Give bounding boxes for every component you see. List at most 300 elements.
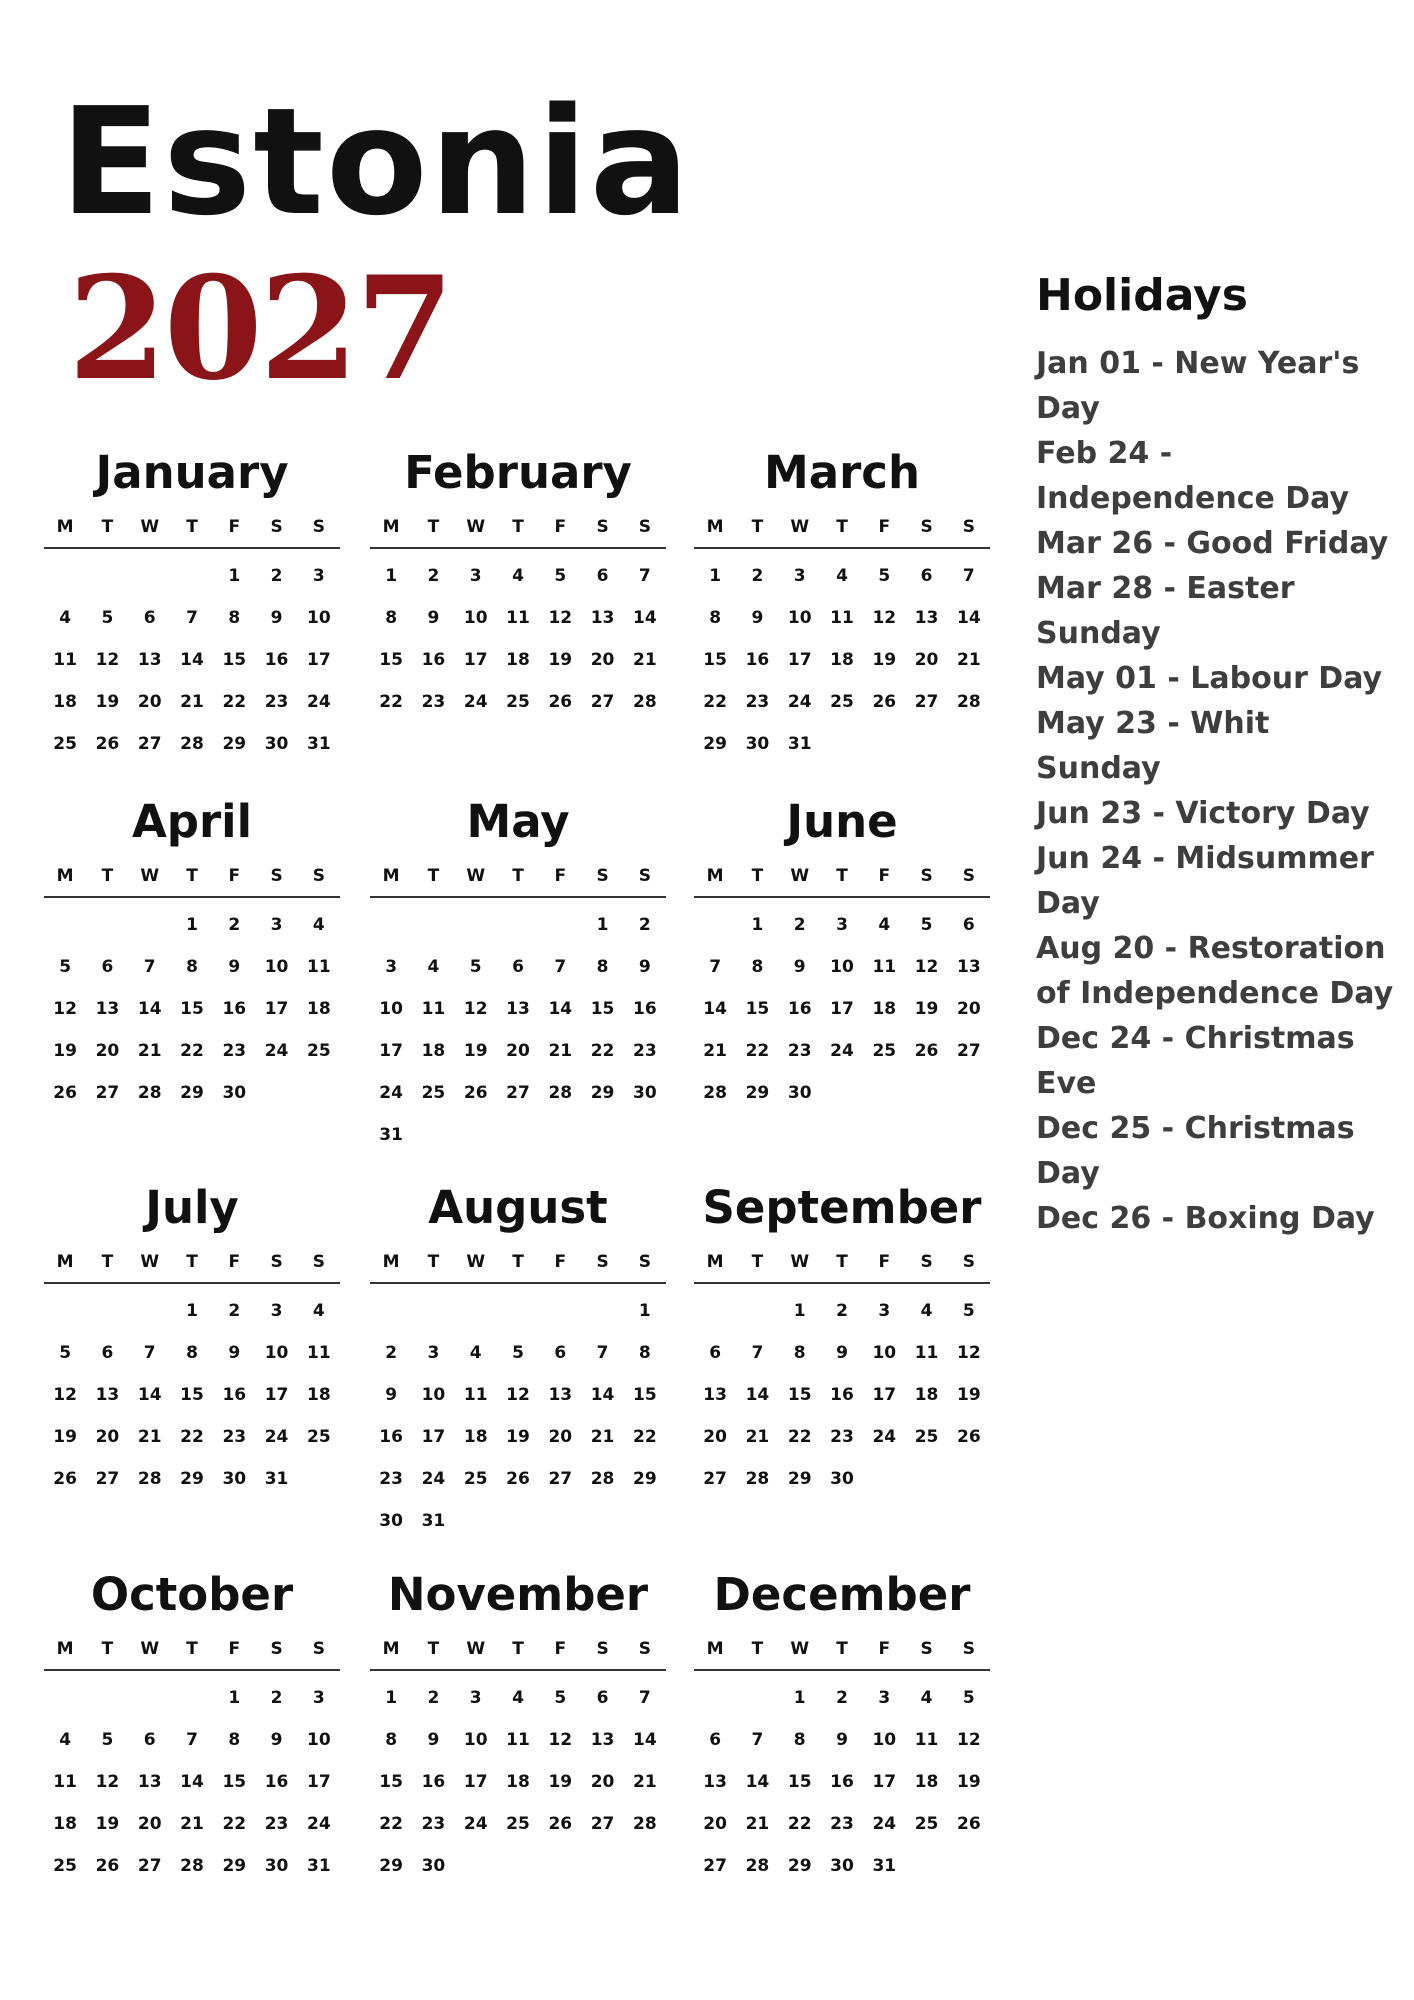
day-cell: 20 — [957, 999, 981, 1019]
day-cell: 27 — [703, 1856, 727, 1876]
weekday-label: S — [962, 1639, 975, 1659]
weekday-label: F — [878, 1252, 891, 1272]
day-cell: 15 — [787, 1385, 812, 1405]
day-cell: 29 — [633, 1469, 657, 1489]
day-cell: 15 — [222, 650, 247, 670]
day-cell: 5 — [469, 957, 482, 977]
day-cell: 18 — [506, 650, 530, 670]
weekday-label: S — [312, 517, 325, 537]
day-cell: 23 — [745, 692, 770, 712]
day-cell: 19 — [53, 1427, 77, 1447]
day-cell: 28 — [137, 1083, 162, 1103]
day-cell: 26 — [463, 1083, 488, 1103]
empty-day-cell — [412, 1290, 454, 1332]
day-cell: 27 — [957, 1041, 981, 1061]
day-cell: 23 — [222, 1427, 247, 1447]
weekday-label: F — [878, 1639, 891, 1659]
day-cell: 8 — [228, 1730, 241, 1750]
day-cell: 8 — [793, 1343, 806, 1363]
weekday-label: F — [878, 866, 891, 886]
day-cell: 17 — [872, 1772, 897, 1792]
weekday-label: T — [186, 866, 198, 886]
day-cell: 9 — [385, 1385, 398, 1405]
day-cell: 27 — [703, 1469, 727, 1489]
day-cell: 19 — [548, 650, 573, 670]
empty-day-cell — [171, 555, 213, 597]
day-cell: 4 — [59, 608, 72, 628]
day-cell: 5 — [512, 1343, 524, 1363]
day-cell: 5 — [962, 1688, 975, 1708]
weekday-header — [694, 517, 990, 549]
day-cell: 22 — [222, 692, 247, 712]
day-cell: 20 — [506, 1041, 530, 1061]
day-cell: 8 — [596, 957, 609, 977]
day-cell: 5 — [878, 566, 891, 586]
empty-day-cell — [694, 904, 736, 946]
day-cell: 14 — [590, 1385, 615, 1405]
day-cell: 14 — [745, 1772, 770, 1792]
month-name: August — [428, 1181, 608, 1234]
month-december — [694, 1565, 990, 1887]
weekday-label: T — [512, 1639, 524, 1659]
day-cell: 3 — [469, 566, 482, 586]
month-june — [694, 792, 990, 1114]
day-cell: 22 — [787, 1814, 812, 1834]
day-cell: 23 — [421, 1814, 446, 1834]
day-cell: 31 — [379, 1125, 403, 1145]
day-cell: 6 — [596, 566, 609, 586]
day-cell: 7 — [554, 957, 567, 977]
day-cell: 15 — [180, 1385, 204, 1405]
empty-day-cell — [412, 904, 454, 946]
empty-day-cell — [497, 904, 539, 946]
day-cell: 2 — [270, 566, 283, 586]
day-cell: 24 — [421, 1469, 446, 1489]
weekday-header — [694, 1252, 990, 1284]
day-cell: 6 — [143, 608, 156, 628]
day-cell: 7 — [143, 957, 156, 977]
weekday-label: T — [427, 517, 440, 537]
day-cell: 23 — [787, 1041, 812, 1061]
day-cell: 22 — [379, 1814, 403, 1834]
days-grid — [44, 904, 340, 1114]
day-cell: 9 — [228, 1343, 241, 1363]
days-grid — [370, 555, 666, 723]
day-cell: 16 — [830, 1772, 854, 1792]
day-cell: 3 — [878, 1688, 891, 1708]
day-cell: 10 — [264, 957, 289, 977]
day-cell: 12 — [53, 1385, 77, 1405]
day-cell: 4 — [469, 1343, 482, 1363]
empty-day-cell — [129, 555, 171, 597]
day-cell: 28 — [633, 1814, 657, 1834]
day-cell: 13 — [914, 608, 939, 628]
day-cell: 21 — [745, 1814, 770, 1834]
day-cell: 13 — [703, 1385, 727, 1405]
day-cell: 12 — [506, 1385, 530, 1405]
day-cell: 28 — [703, 1083, 727, 1103]
holiday-item: Jun 23 - Victory Day — [1036, 796, 1370, 831]
day-cell: 6 — [554, 1343, 567, 1363]
empty-day-cell — [44, 555, 86, 597]
weekday-label: F — [554, 1252, 567, 1272]
day-cell: 7 — [638, 1688, 651, 1708]
day-cell: 7 — [638, 566, 651, 586]
weekday-label: S — [962, 1252, 975, 1272]
day-cell: 24 — [830, 1041, 854, 1061]
day-cell: 9 — [427, 608, 440, 628]
day-cell: 24 — [264, 1427, 289, 1447]
day-cell: 28 — [633, 692, 657, 712]
weekday-label: F — [554, 517, 567, 537]
day-cell: 3 — [270, 915, 283, 935]
day-cell: 30 — [787, 1083, 812, 1103]
empty-day-cell — [86, 555, 128, 597]
weekday-label: W — [140, 1252, 160, 1272]
day-cell: 3 — [793, 566, 806, 586]
day-cell: 14 — [745, 1385, 770, 1405]
month-february — [370, 443, 666, 723]
weekday-label: T — [101, 1252, 114, 1272]
day-cell: 5 — [920, 915, 933, 935]
weekday-label: F — [554, 866, 567, 886]
day-cell: 19 — [506, 1427, 530, 1447]
month-name: January — [95, 446, 289, 499]
day-cell: 18 — [53, 1814, 77, 1834]
day-cell: 20 — [914, 650, 939, 670]
day-cell: 9 — [427, 1730, 440, 1750]
day-cell: 23 — [264, 692, 289, 712]
days-grid — [694, 1677, 990, 1887]
day-cell: 15 — [590, 999, 615, 1019]
day-cell: 2 — [793, 915, 806, 935]
weekday-label: T — [427, 1639, 440, 1659]
weekday-label: T — [101, 866, 114, 886]
day-cell: 24 — [787, 692, 812, 712]
days-grid — [694, 1290, 990, 1500]
day-cell: 20 — [137, 1814, 162, 1834]
day-cell: 4 — [920, 1301, 933, 1321]
empty-day-cell — [694, 1677, 736, 1719]
weekday-label: M — [382, 517, 400, 537]
day-cell: 8 — [186, 1343, 198, 1363]
day-cell: 19 — [914, 999, 939, 1019]
day-cell: 7 — [751, 1343, 764, 1363]
day-cell: 13 — [957, 957, 981, 977]
day-cell: 11 — [463, 1385, 488, 1405]
day-cell: 22 — [633, 1427, 657, 1447]
day-cell: 28 — [180, 734, 204, 754]
weekday-label: W — [140, 1639, 160, 1659]
weekday-label: S — [270, 1639, 283, 1659]
day-cell: 29 — [379, 1856, 403, 1876]
day-cell: 25 — [872, 1041, 897, 1061]
day-cell: 21 — [548, 1041, 573, 1061]
day-cell: 29 — [590, 1083, 615, 1103]
weekday-label: S — [920, 1639, 933, 1659]
day-cell: 1 — [793, 1301, 806, 1321]
weekday-label: W — [790, 517, 810, 537]
holiday-item: May 01 - Labour Day — [1036, 661, 1383, 696]
weekday-label: S — [638, 517, 651, 537]
day-cell: 12 — [53, 999, 77, 1019]
day-cell: 5 — [554, 1688, 567, 1708]
day-cell: 2 — [270, 1688, 283, 1708]
day-cell: 27 — [137, 1856, 162, 1876]
day-cell: 23 — [830, 1814, 854, 1834]
weekday-label: T — [101, 517, 114, 537]
day-cell: 21 — [137, 1041, 162, 1061]
empty-day-cell — [171, 1677, 213, 1719]
day-cell: 27 — [506, 1083, 530, 1103]
day-cell: 27 — [590, 1814, 615, 1834]
day-cell: 30 — [222, 1083, 247, 1103]
day-cell: 14 — [137, 1385, 162, 1405]
day-cell: 14 — [180, 650, 204, 670]
day-cell: 18 — [53, 692, 77, 712]
day-cell: 2 — [228, 915, 241, 935]
day-cell: 13 — [137, 650, 162, 670]
day-cell: 15 — [745, 999, 770, 1019]
day-cell: 11 — [53, 1772, 77, 1792]
day-cell: 14 — [633, 1730, 657, 1750]
weekday-label: F — [878, 517, 891, 537]
day-cell: 19 — [548, 1772, 573, 1792]
day-cell: 20 — [548, 1427, 573, 1447]
holidays-panel — [1036, 270, 1396, 1241]
weekday-label: W — [140, 866, 160, 886]
day-cell: 19 — [95, 692, 120, 712]
holiday-item: May 23 - Whit Sunday — [1036, 706, 1270, 786]
day-cell: 29 — [787, 1469, 812, 1489]
day-cell: 27 — [590, 692, 615, 712]
day-cell: 21 — [745, 1427, 770, 1447]
day-cell: 25 — [307, 1041, 331, 1061]
day-cell: 15 — [787, 1772, 812, 1792]
day-cell: 26 — [506, 1469, 530, 1489]
weekday-label: W — [466, 1252, 486, 1272]
day-cell: 6 — [920, 566, 933, 586]
weekday-label: W — [790, 1639, 810, 1659]
weekday-header — [44, 866, 340, 898]
day-cell: 7 — [709, 957, 722, 977]
day-cell: 13 — [703, 1772, 727, 1792]
month-name: February — [404, 446, 632, 499]
day-cell: 16 — [787, 999, 812, 1019]
day-cell: 9 — [836, 1730, 848, 1750]
day-cell: 5 — [101, 1730, 114, 1750]
day-cell: 4 — [427, 957, 440, 977]
day-cell: 18 — [506, 1772, 530, 1792]
holiday-item: Feb 24 - Independence Day — [1036, 436, 1350, 516]
weekday-label: T — [186, 517, 198, 537]
weekday-label: F — [228, 1252, 241, 1272]
weekday-label: M — [56, 866, 74, 886]
day-cell: 9 — [270, 1730, 283, 1750]
month-name: October — [90, 1568, 294, 1621]
empty-day-cell — [129, 904, 171, 946]
weekday-label: M — [706, 866, 724, 886]
weekday-label: S — [920, 1252, 933, 1272]
day-cell: 13 — [95, 1385, 120, 1405]
days-grid — [370, 904, 666, 1156]
day-cell: 4 — [920, 1688, 933, 1708]
weekday-label: S — [638, 1252, 651, 1272]
day-cell: 11 — [506, 1730, 530, 1750]
day-cell: 17 — [872, 1385, 897, 1405]
weekday-label: S — [596, 866, 609, 886]
weekday-label: T — [836, 1252, 848, 1272]
month-name: November — [387, 1568, 649, 1621]
day-cell: 16 — [222, 1385, 247, 1405]
day-cell: 10 — [307, 1730, 331, 1750]
weekday-label: W — [466, 866, 486, 886]
day-cell: 16 — [264, 650, 289, 670]
day-cell: 8 — [228, 608, 241, 628]
weekday-label: S — [920, 866, 933, 886]
day-cell: 15 — [379, 650, 403, 670]
day-cell: 30 — [421, 1856, 446, 1876]
day-cell: 18 — [307, 999, 331, 1019]
day-cell: 10 — [787, 608, 812, 628]
day-cell: 1 — [793, 1688, 806, 1708]
day-cell: 2 — [228, 1301, 241, 1321]
holiday-item: Mar 28 - Easter Sunday — [1036, 571, 1295, 651]
day-cell: 24 — [264, 1041, 289, 1061]
day-cell: 14 — [180, 1772, 204, 1792]
weekday-label: S — [312, 1252, 325, 1272]
empty-day-cell — [539, 904, 581, 946]
day-cell: 22 — [180, 1427, 204, 1447]
day-cell: 29 — [180, 1083, 204, 1103]
month-july — [44, 1178, 340, 1500]
weekday-label: W — [140, 517, 160, 537]
day-cell: 25 — [53, 1856, 77, 1876]
month-january — [44, 443, 340, 765]
day-cell: 11 — [421, 999, 446, 1019]
weekday-header — [694, 1639, 990, 1671]
day-cell: 1 — [638, 1301, 651, 1321]
day-cell: 11 — [506, 608, 530, 628]
day-cell: 5 — [59, 957, 72, 977]
day-cell: 21 — [180, 1814, 204, 1834]
month-april — [44, 792, 340, 1114]
day-cell: 6 — [101, 1343, 114, 1363]
day-cell: 4 — [312, 1301, 325, 1321]
weekday-label: T — [512, 866, 524, 886]
days-grid — [370, 1677, 666, 1887]
day-cell: 26 — [95, 734, 120, 754]
day-cell: 29 — [222, 1856, 247, 1876]
day-cell: 24 — [379, 1083, 403, 1103]
weekday-label: S — [638, 1639, 651, 1659]
day-cell: 17 — [264, 1385, 289, 1405]
day-cell: 25 — [914, 1814, 939, 1834]
weekday-label: F — [228, 866, 241, 886]
day-cell: 1 — [186, 915, 198, 935]
day-cell: 12 — [548, 1730, 573, 1750]
day-cell: 1 — [596, 915, 609, 935]
day-cell: 22 — [180, 1041, 204, 1061]
weekday-label: T — [427, 1252, 440, 1272]
empty-day-cell — [736, 1290, 778, 1332]
day-cell: 25 — [307, 1427, 331, 1447]
day-cell: 7 — [186, 1730, 198, 1750]
day-cell: 16 — [421, 650, 446, 670]
day-cell: 9 — [793, 957, 806, 977]
day-cell: 29 — [222, 734, 247, 754]
weekday-header — [694, 866, 990, 898]
empty-day-cell — [694, 1290, 736, 1332]
day-cell: 2 — [385, 1343, 398, 1363]
weekday-label: T — [836, 1639, 848, 1659]
day-cell: 20 — [703, 1427, 727, 1447]
month-name: March — [763, 446, 921, 499]
month-name: May — [466, 795, 570, 848]
day-cell: 28 — [745, 1856, 770, 1876]
day-cell: 10 — [463, 608, 488, 628]
weekday-label: T — [751, 1252, 764, 1272]
day-cell: 12 — [95, 1772, 120, 1792]
month-may — [370, 792, 666, 1156]
day-cell: 31 — [307, 734, 331, 754]
day-cell: 3 — [312, 1688, 325, 1708]
holiday-item: Jan 01 - New Year's Day — [1036, 346, 1360, 426]
day-cell: 2 — [836, 1688, 848, 1708]
day-cell: 11 — [53, 650, 77, 670]
day-cell: 18 — [872, 999, 897, 1019]
weekday-label: T — [751, 517, 764, 537]
day-cell: 10 — [421, 1385, 446, 1405]
days-grid — [44, 1677, 340, 1887]
empty-day-cell — [581, 1290, 623, 1332]
day-cell: 5 — [554, 566, 567, 586]
empty-day-cell — [539, 1290, 581, 1332]
day-cell: 17 — [463, 650, 488, 670]
day-cell: 27 — [548, 1469, 573, 1489]
empty-day-cell — [44, 904, 86, 946]
empty-day-cell — [370, 1290, 412, 1332]
weekday-header — [370, 1639, 666, 1671]
day-cell: 10 — [463, 1730, 488, 1750]
holiday-item: Dec 26 - Boxing Day — [1036, 1201, 1375, 1236]
day-cell: 26 — [548, 1814, 573, 1834]
day-cell: 13 — [137, 1772, 162, 1792]
day-cell: 8 — [709, 608, 722, 628]
weekday-label: T — [186, 1639, 198, 1659]
day-cell: 9 — [270, 608, 283, 628]
weekday-label: T — [836, 517, 848, 537]
day-cell: 21 — [703, 1041, 727, 1061]
empty-day-cell — [736, 1677, 778, 1719]
day-cell: 19 — [463, 1041, 488, 1061]
empty-day-cell — [44, 1290, 86, 1332]
holiday-item: Dec 25 - Christmas Day — [1036, 1111, 1355, 1191]
day-cell: 10 — [379, 999, 403, 1019]
day-cell: 24 — [872, 1427, 897, 1447]
day-cell: 30 — [830, 1469, 854, 1489]
day-cell: 13 — [95, 999, 120, 1019]
day-cell: 6 — [596, 1688, 609, 1708]
day-cell: 16 — [421, 1772, 446, 1792]
day-cell: 31 — [872, 1856, 897, 1876]
day-cell: 6 — [101, 957, 114, 977]
day-cell: 28 — [548, 1083, 573, 1103]
day-cell: 26 — [957, 1814, 981, 1834]
day-cell: 19 — [53, 1041, 77, 1061]
day-cell: 19 — [95, 1814, 120, 1834]
day-cell: 7 — [596, 1343, 609, 1363]
